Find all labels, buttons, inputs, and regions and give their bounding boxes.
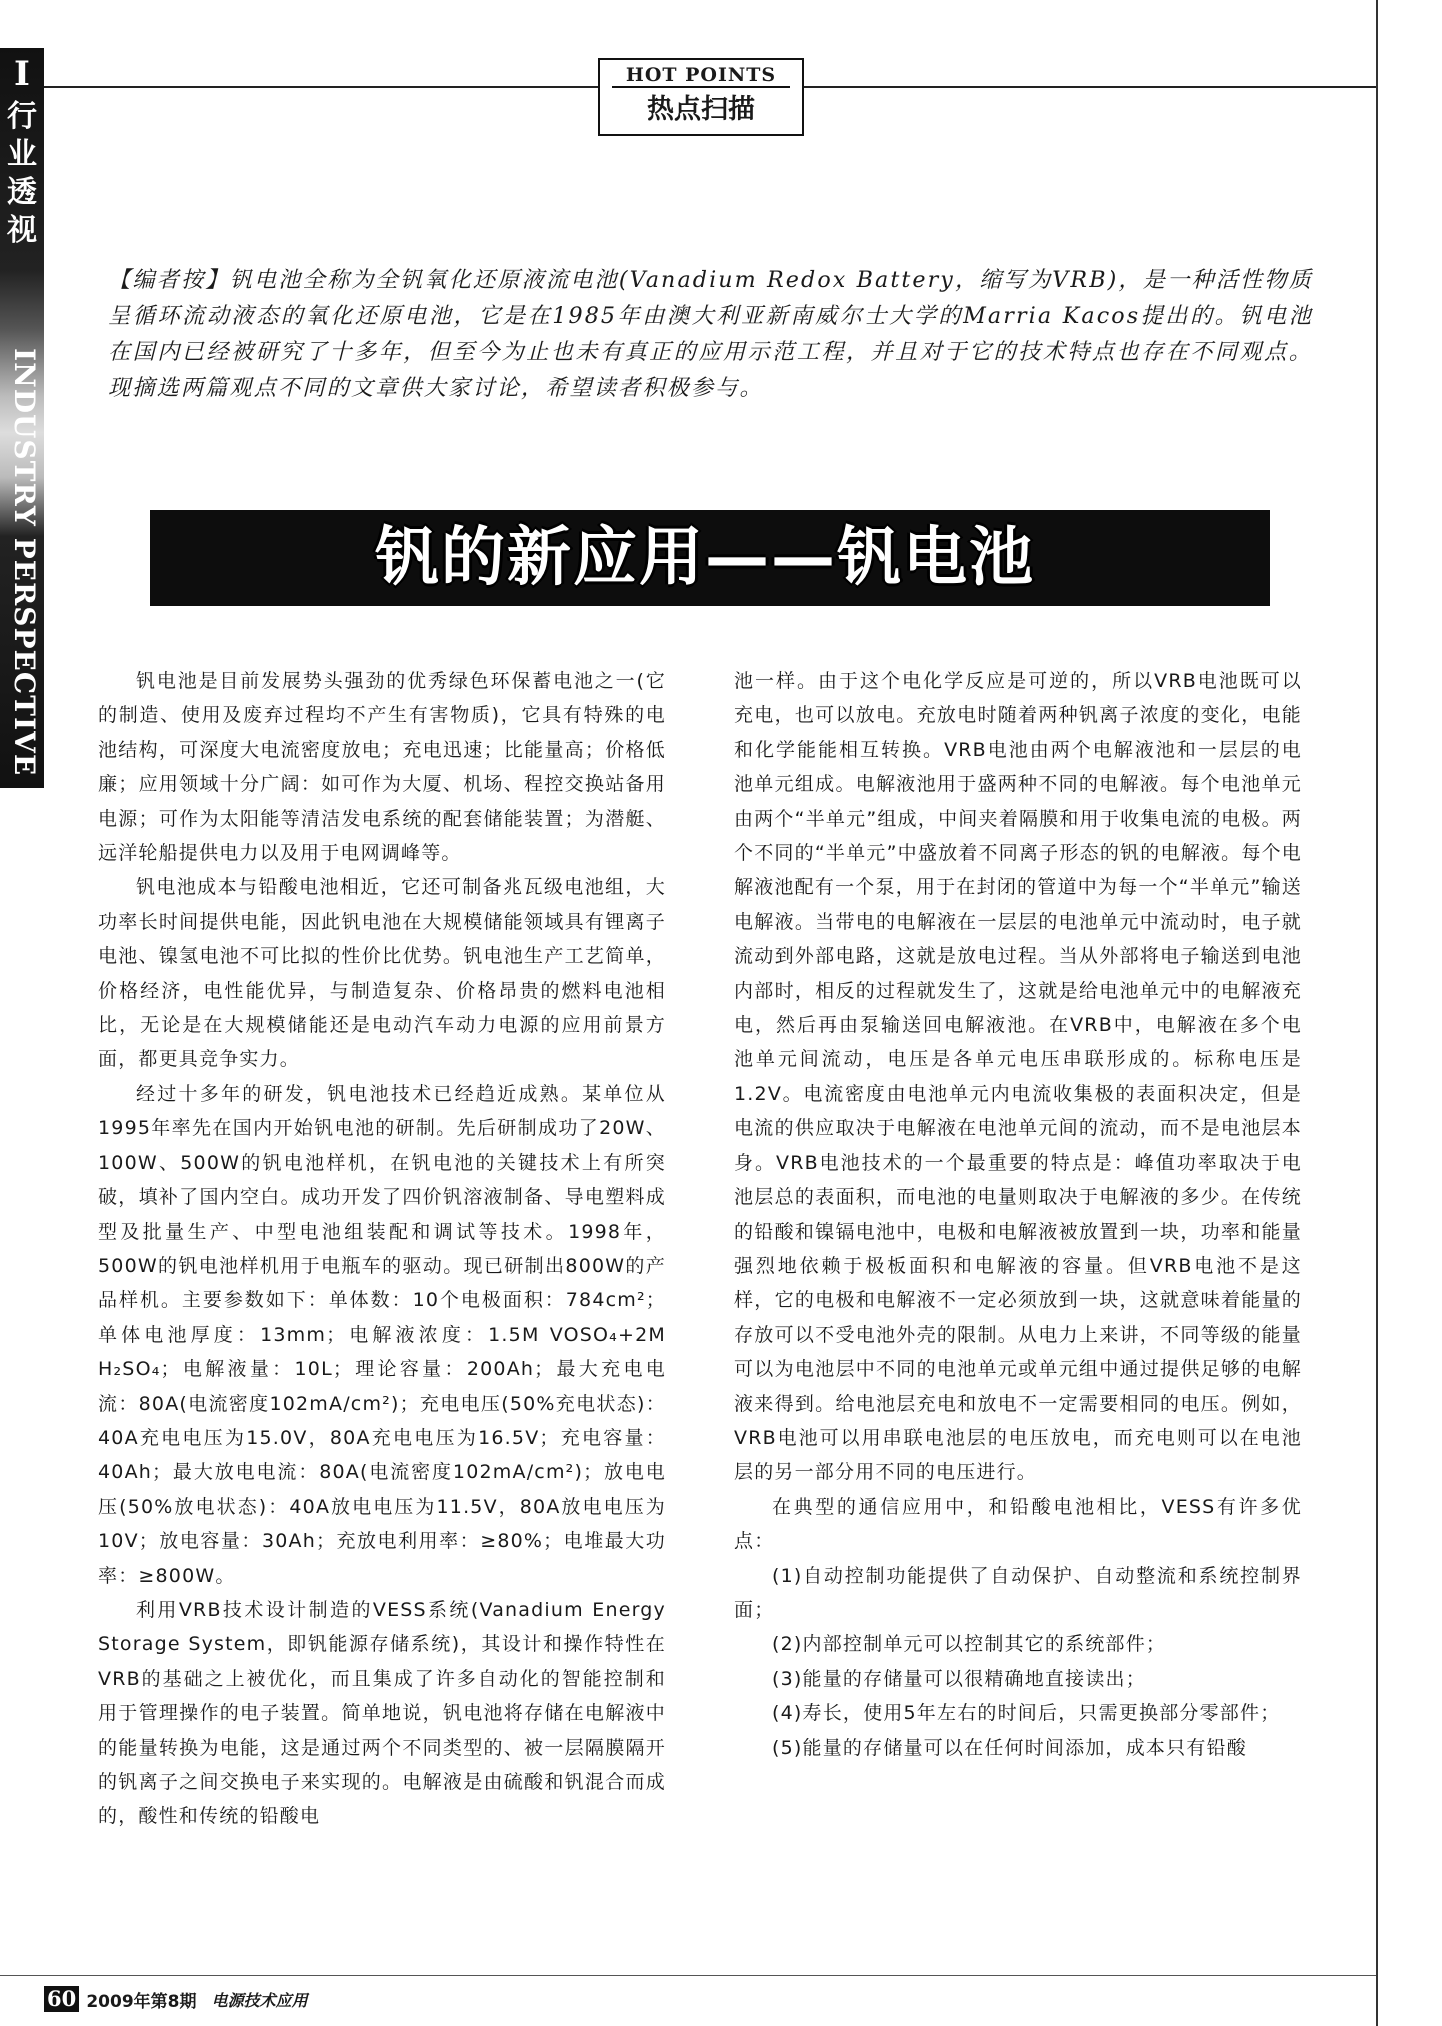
- list-item: (4)寿长，使用5年左右的时间后，只需更换部分零部件；: [772, 1702, 1281, 1725]
- footer-rule: [0, 1975, 1376, 1976]
- paragraph: 钒电池是目前发展势头强劲的优秀绿色环保蓄电池之一(它的制造、使用及废弃过程均不产生有害物质)，它具有特殊的电池结构，可深度大电流密度放电；充电迅速；比能量高；价格低廉；应用领域十分广阔：如可作为大厦、机场、程控交换站备用电源；可作为太阳能等清洁发电系统的配套储能装置；为潜艇、远洋轮船提供电力以及用于电网调峰等。: [98, 670, 666, 865]
- page-number: 60: [44, 1986, 79, 2012]
- sidebar-title-cn: 行业透视: [7, 99, 37, 248]
- right-column: [734, 664, 1302, 1765]
- list-item: (5)能量的存储量可以在任何时间添加，成本只有铅酸: [772, 1736, 1247, 1759]
- sidebar-mark: I: [14, 54, 30, 94]
- list-item: (2)内部控制单元可以控制其它的系统部件；: [772, 1633, 1167, 1656]
- list-item: (3)能量的存储量可以很精确地直接读出；: [772, 1667, 1146, 1690]
- footer: [44, 1986, 308, 2014]
- section-label-cn: 热点扫描: [647, 94, 755, 125]
- article-title: 钒的新应用——钒电池: [375, 521, 1035, 595]
- section-label-en: HOT POINTS: [612, 60, 790, 88]
- journal-name: 电源技术应用: [211, 1990, 308, 2010]
- paragraph: 在典型的通信应用中，和铅酸电池相比，VESS有许多优点：: [734, 1495, 1302, 1553]
- left-column: [98, 664, 666, 1834]
- paragraph: 经过十多年的研发，钒电池技术已经趋近成熟。某单位从1995年率先在国内开始钒电池的研制。先后研制成功了20W、100W、500W的钒电池样机，在钒电池的关键技术上有所突破，填补了国内空白。成功开发了四价钒溶液制备、导电塑料成型及批量生产、中型电池组装配和调试等技术。1998年，500W的钒电池样机用于电瓶车的驱动。现已研制出800W的产品样机。主要参数如下：单体数：10个电极面积：784cm²；单体电池厚度：13mm；电解液浓度：1.5M VOSO₄+2M H₂SO₄；电解液量：10L；理论容量：200Ah；最大充电电流：80A(电流密度102mA/cm²)；充电电压(50%充电状态)：40A充电电压为15.0V，80A充电电压为16.5V；充电容量：40Ah；最大放电电流：80A(电流密度102mA/cm²)；放电电压(50%放电状态)：40A放电电压为11.5V，80A放电电压为10V；放电容量：30Ah；充放电利用率：≥80%；电堆最大功率：≥800W。: [98, 1082, 666, 1587]
- section-label-box: [598, 58, 804, 136]
- issue-label: 2009年第8期: [86, 1991, 197, 2012]
- list-item: (1)自动控制功能提供了自动保护、自动整流和系统控制界面；: [734, 1564, 1302, 1621]
- paragraph: 钒电池成本与铅酸电池相近，它还可制备兆瓦级电池组，大功率长时间提供电能，因此钒电池在大规模储能领域具有锂离子电池、镍氢电池不可比拟的性价比优势。钒电池生产工艺简单，价格经济，电性能优异，与制造复杂、价格昂贵的燃料电池相比，无论是在大规模储能还是电动汽车动力电源的应用前景方面，都更具竞争实力。: [98, 876, 666, 1071]
- editor-note: 【编者按】钒电池全称为全钒氧化还原液流电池(Vanadium Redox Battery，缩写为VRB)，是一种活性物质呈循环流动液态的氧化还原电池，它是在1985年由澳大利亚新南威尔士大学的Marria Kacos提出的。钒电池在国内已经被研究了十多年，但至今为止也未有真正的应用示范工程，并且对于它的技术特点也存在不同观点。现摘选两篇观点不同的文章供大家讨论，希望读者积极参与。: [108, 267, 1313, 401]
- sidebar-title-en: INDUSTRY PERSPECTIVE: [8, 348, 41, 777]
- paragraph: 利用VRB技术设计制造的VESS系统(Vanadium Energy Storage System，即钒能源存储系统)，其设计和操作特性在VRB的基础之上被优化，而且集成了许多自动化的智能控制和用于管理操作的电子装置。简单地说，钒电池将存储在电解液中的能量转换为电能，这是通过两个不同类型的、被一层隔膜隔开的钒离子之间交换电子来实现的。电解液是由硫酸和钒混合而成的，酸性和传统的铅酸电: [98, 1598, 666, 1828]
- sidebar-band: [0, 48, 44, 788]
- paragraph-continuation: 池一样。由于这个电化学反应是可逆的，所以VRB电池既可以充电，也可以放电。充放电时随着两种钒离子浓度的变化，电能和化学能能相互转换。VRB电池由两个电解液池和一层层的电池单元组成。电解液池用于盛两种不同的电解液。每个电池单元由两个“半单元”组成，中间夹着隔膜和用于收集电流的电极。两个不同的“半单元”中盛放着不同离子形态的钒的电解液。每个电解液池配有一个泵，用于在封闭的管道中为每一个“半单元”输送电解液。当带电的电解液在一层层的电池单元中流动时，电子就流动到外部电路，这就是放电过程。当从外部将电子输送到电池内部时，相反的过程就发生了，这就是给电池单元中的电解液充电，然后再由泵输送回电解液池。在VRB中，电解液在多个电池单元间流动，电压是各单元电压串联形成的。标称电压是1.2V。电流密度由电池单元内电流收集极的表面积决定，但是电流的供应取决于电解液在电池单元间的流动，而不是电池层本身。VRB电池技术的一个最重要的特点是：峰值功率取决于电池层总的表面积，而电池的电量则取决于电解液的多少。在传统的铅酸和镍镉电池中，电极和电解液被放置到一块，功率和能量强烈地依赖于极板面积和电解液的容量。但VRB电池不是这样，它的电极和电解液不一定必须放到一块，这就意味着能量的存放可以不受电池外壳的限制。从电力上来讲，不同等级的能量可以为电池层中不同的电池单元或单元组中通过提供足够的电解液来得到。给电池层充电和放电不一定需要相同的电压。例如，VRB电池可以用串联电池层的电压放电，而充电则可以在电池层的另一部分用不同的电压进行。: [734, 670, 1302, 1484]
- right-margin-rule: [1376, 0, 1378, 2026]
